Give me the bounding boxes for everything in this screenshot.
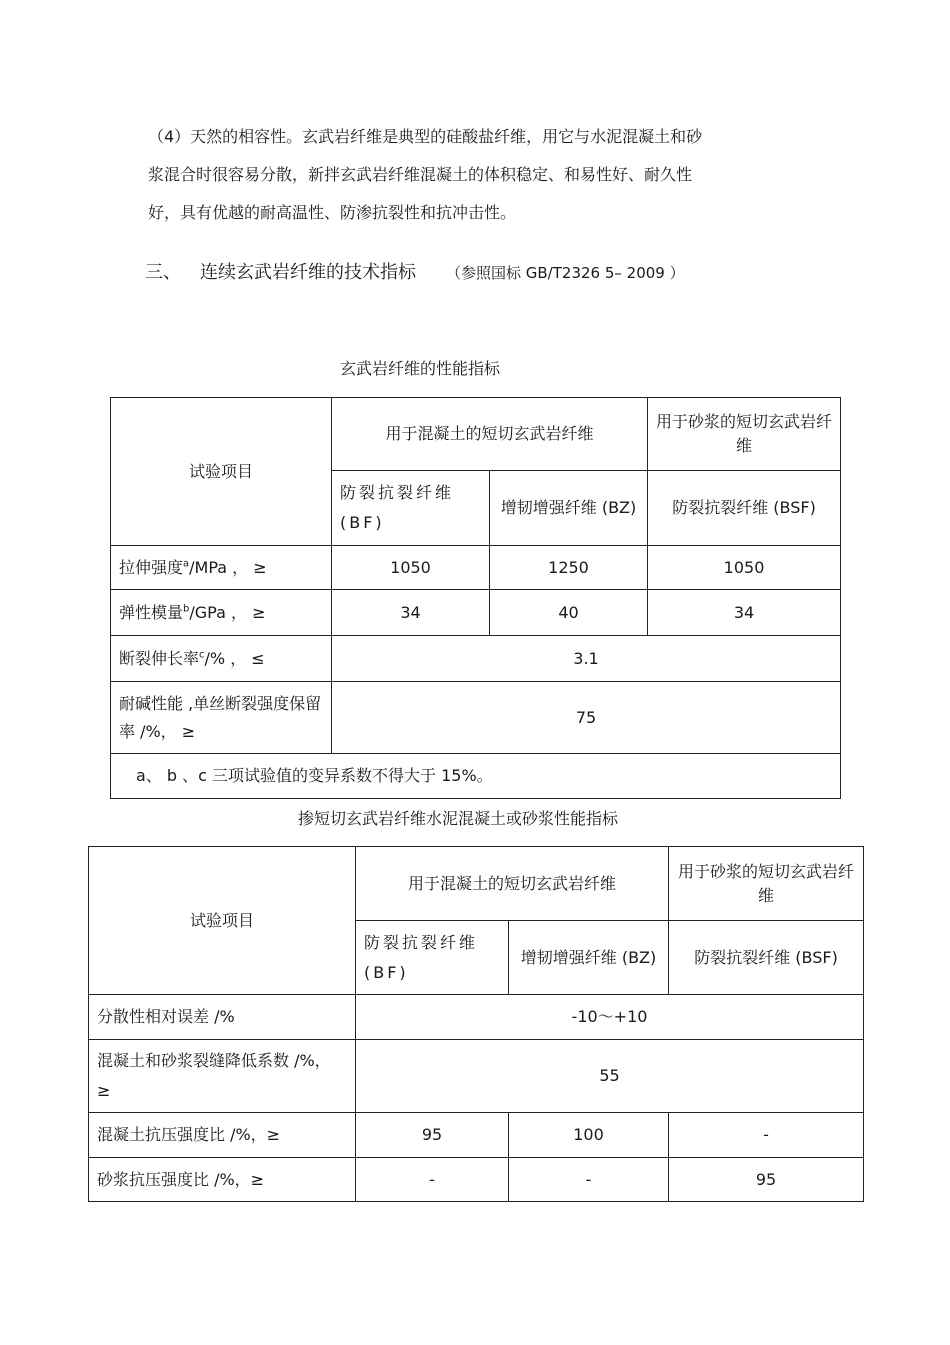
table2-caption: 掺短切玄武岩纤维水泥混凝土或砂浆性能指标 [298,809,619,828]
intro-line-1: （4）天然的相容性。玄武岩纤维是典型的硅酸盐纤维，用它与水泥混凝土和砂 [148,127,703,146]
t2-cell-bf: - [356,1158,509,1202]
t1-cell-bsf: 1050 [648,546,841,590]
t2-cell-merged: 55 [356,1040,864,1113]
t2-header-mortar: 用于砂浆的短切玄武岩纤维 [669,847,864,921]
t2-row-label: 混凝土和砂浆裂缝降低系数 /%， ≥ [89,1040,356,1113]
t1-row-label-unit: /% ， ≤ [204,648,265,668]
t1-row-label-sup: c [199,649,205,661]
t1-header-item: 试验项目 [111,398,332,546]
t1-row-label-unit: /MPa ， ≥ [189,557,267,577]
t2-cell-bz: 100 [509,1113,669,1158]
t2-cell-merged: -10～+10 [356,995,864,1040]
section-title: 连续玄武岩纤维的技术指标 [200,262,416,283]
t1-row-label-sup: b [183,603,190,615]
t1-row-label [111,590,332,636]
t1-header-concrete: 用于混凝土的短切玄武岩纤维 [332,398,648,471]
t2-cell-bsf: 95 [669,1158,864,1202]
t1-cell-bz: 1250 [490,546,648,590]
t2-header-bsf: 防裂抗裂纤维 (BSF) [669,921,864,995]
t1-cell-bf: 34 [332,590,490,636]
intro-line-3: 好，具有优越的耐高温性、防渗抗裂性和抗冲击性。 [148,203,517,222]
t1-footnote: a、 b 、c 三项试验值的变异系数不得大于 15%。 [111,754,841,799]
t1-row-label-unit: /GPa ， ≥ [189,602,266,622]
t2-cell-bsf: - [669,1113,864,1158]
section-number: 三、 [145,262,181,283]
t2-header-bz: 增韧增强纤维 (BZ) [509,921,669,995]
t1-row-label-sup: a [183,558,190,570]
t2-header-bf: 防裂抗裂纤维 (BF) [356,921,509,995]
t1-cell-bsf: 34 [648,590,841,636]
t2-cell-bz: - [509,1158,669,1202]
t1-row-label: 耐碱性能 ,单丝断裂强度保留率 /%， ≥ [111,682,332,754]
t1-header-bf: 防裂抗裂纤维 (BF) [332,471,490,546]
t1-cell-merged: 75 [332,682,841,754]
t1-row-label-text: 断裂伸长率 [119,648,200,668]
t2-row-label: 砂浆抗压强度比 /%，≥ [89,1158,356,1202]
t1-row-label [111,636,332,682]
t1-cell-merged: 3.1 [332,636,841,682]
t1-cell-bz: 40 [490,590,648,636]
t1-header-bz: 增韧增强纤维 (BZ) [490,471,648,546]
t2-row-label: 混凝土抗压强度比 /%，≥ [89,1113,356,1158]
t1-row-label [111,546,332,590]
t1-row-label-text: 拉伸强度 [119,557,184,577]
t2-header-concrete: 用于混凝土的短切玄武岩纤维 [356,847,669,921]
section-reference: （参照国标 GB/T2326 5– 2009 ） [446,264,685,282]
table1 [110,397,841,799]
t1-cell-bf: 1050 [332,546,490,590]
t1-row-label-text: 弹性模量 [119,602,184,622]
intro-line-2: 浆混合时很容易分散，新拌玄武岩纤维混凝土的体积稳定、和易性好、耐久性 [148,165,693,184]
section-heading [145,258,685,284]
t1-header-bsf: 防裂抗裂纤维 (BSF) [648,471,841,546]
t2-cell-bf: 95 [356,1113,509,1158]
table2 [88,846,864,1202]
t1-header-mortar: 用于砂浆的短切玄武岩纤维 [648,398,841,471]
table1-caption: 玄武岩纤维的性能指标 [340,359,501,378]
t2-header-item: 试验项目 [89,847,356,995]
t2-row-label: 分散性相对误差 /% [89,995,356,1040]
